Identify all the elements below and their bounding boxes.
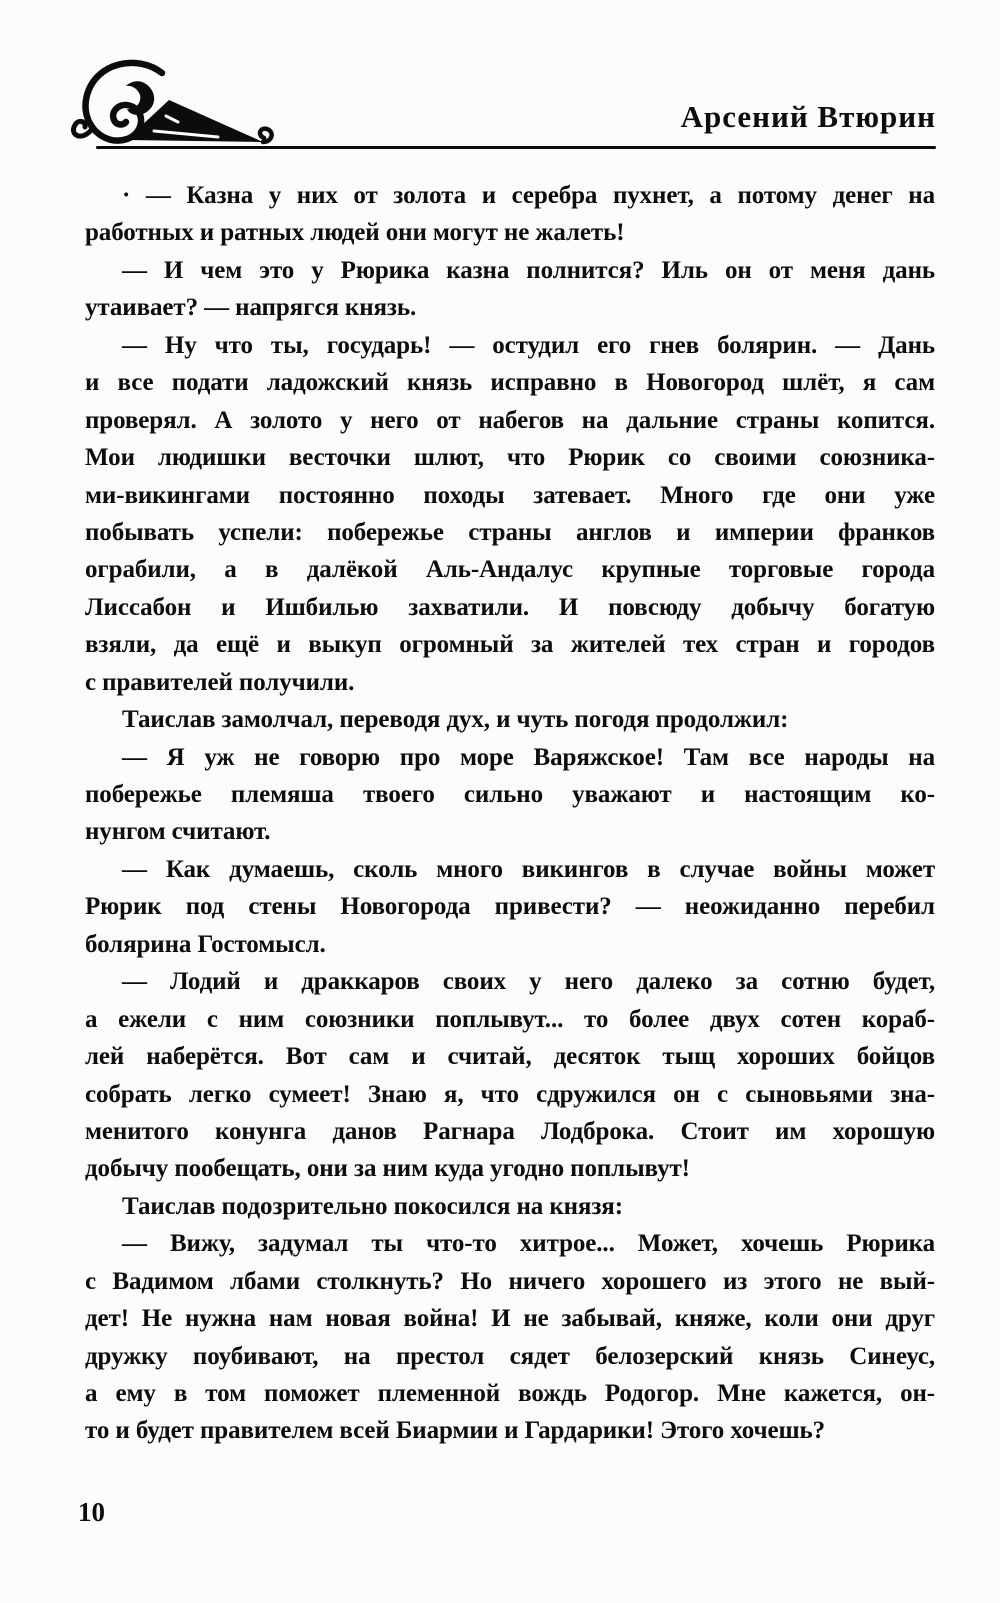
text-line: Таислав замолчал, переводя дух, и чуть погодя продолжил: xyxy=(122,706,789,734)
text-line: ми-викингами постоянно походы затевает. Много где они уже xyxy=(85,481,935,509)
body-text xyxy=(85,177,935,1450)
paragraph xyxy=(85,177,935,252)
page-number: 10 xyxy=(78,1497,105,1527)
text-line: Таислав подозрительно покосился на князя: xyxy=(122,1192,623,1220)
text-line: Мои людишки весточки шлют, что Рюрик со своими союзника- xyxy=(85,444,935,472)
running-head-author: Арсений Втюрин xyxy=(680,99,936,134)
paragraph xyxy=(85,1188,935,1225)
paragraph xyxy=(85,851,935,963)
text-line: Лиссабон и Ишбилью захватили. И повсюду добычу богатую xyxy=(85,593,935,621)
text-line: а ежели с ним союзники поплывут... то более двух сотен кораб- xyxy=(85,1005,935,1033)
paragraph xyxy=(85,1225,935,1450)
text-line: лей наберётся. Вот сам и считай, десяток тыщ хороших бойцов xyxy=(85,1043,935,1071)
text-line: — Ну что ты, государь! — остудил его гнев болярин. — Дань xyxy=(122,331,935,359)
text-line: — Я уж не говорю про море Варяжское! Там все народы на xyxy=(122,743,935,771)
text-line: с Вадимом лбами столкнуть? Но ничего хорошего из этого не вый- xyxy=(85,1267,935,1295)
paragraph xyxy=(85,701,935,738)
text-line: Рюрик под стены Новогорода привести? — неожиданно перебил xyxy=(85,893,935,921)
header-rule xyxy=(96,146,936,149)
text-line: проверял. А золото у него от набегов на дальние страны копится. xyxy=(85,406,935,434)
text-line: болярина Гостомысл. xyxy=(85,930,326,958)
text-line: с правителей получили. xyxy=(85,668,355,696)
paragraph xyxy=(85,963,935,1188)
text-line: дет! Не нужна нам новая война! И не забывай, княже, коли они друг xyxy=(85,1305,935,1333)
text-line: — Вижу, задумал ты что-то хитрое... Может, хочешь Рюрика xyxy=(122,1230,935,1258)
text-line: · — Казна у них от золота и серебра пухнет, а потому денег на xyxy=(122,182,935,209)
text-line: ограбили, а в далёкой Аль-Андалус крупные торговые города xyxy=(85,556,935,584)
paragraph xyxy=(85,739,935,851)
text-line: а ему в том поможет племенной вождь Родогор. Мне кажется, он- xyxy=(85,1380,935,1407)
text-line: побережье племяша твоего сильно уважают и настоящим ко- xyxy=(85,781,935,808)
paragraph xyxy=(85,327,935,701)
text-line: работных и ратных людей они могут не жалеть! xyxy=(85,219,625,247)
text-line: — И чем это у Рюрика казна полнится? Иль он от меня дань xyxy=(122,256,935,284)
text-line: — Лодий и драккаров своих у него далеко за сотню будет, xyxy=(122,968,935,996)
text-line: и все подати ладожский князь исправно в Новогород шлёт, я сам xyxy=(85,369,935,397)
text-line: добычу пообещать, они за ним куда угодно поплывут! xyxy=(85,1155,690,1183)
text-line: — Как думаешь, сколь много викингов в случае войны может xyxy=(122,855,935,883)
text-line: утаивает? — напрягся князь. xyxy=(85,294,417,322)
text-line: взяли, да ещё и выкуп огромный за жителей тех стран и городов xyxy=(85,631,935,659)
text-line: собрать легко сумеет! Знаю я, что сдружился он с сыновьями зна- xyxy=(85,1080,935,1108)
text-line: дружку поубивают, на престол сядет белозерский князь Синеус, xyxy=(85,1342,935,1370)
paragraph xyxy=(85,252,935,327)
text-line: побывать успели: побережье страны англов и империи франков xyxy=(85,518,935,546)
text-line: менитого конунга данов Рагнара Лодброка. Стоит им хорошую xyxy=(85,1117,935,1145)
scroll-flourish-ornament-icon xyxy=(66,58,276,154)
text-line: то и будет правителем всей Биармии и Гардарики! Этого хочешь? xyxy=(85,1417,826,1445)
text-line: нунгом считают. xyxy=(85,818,271,846)
